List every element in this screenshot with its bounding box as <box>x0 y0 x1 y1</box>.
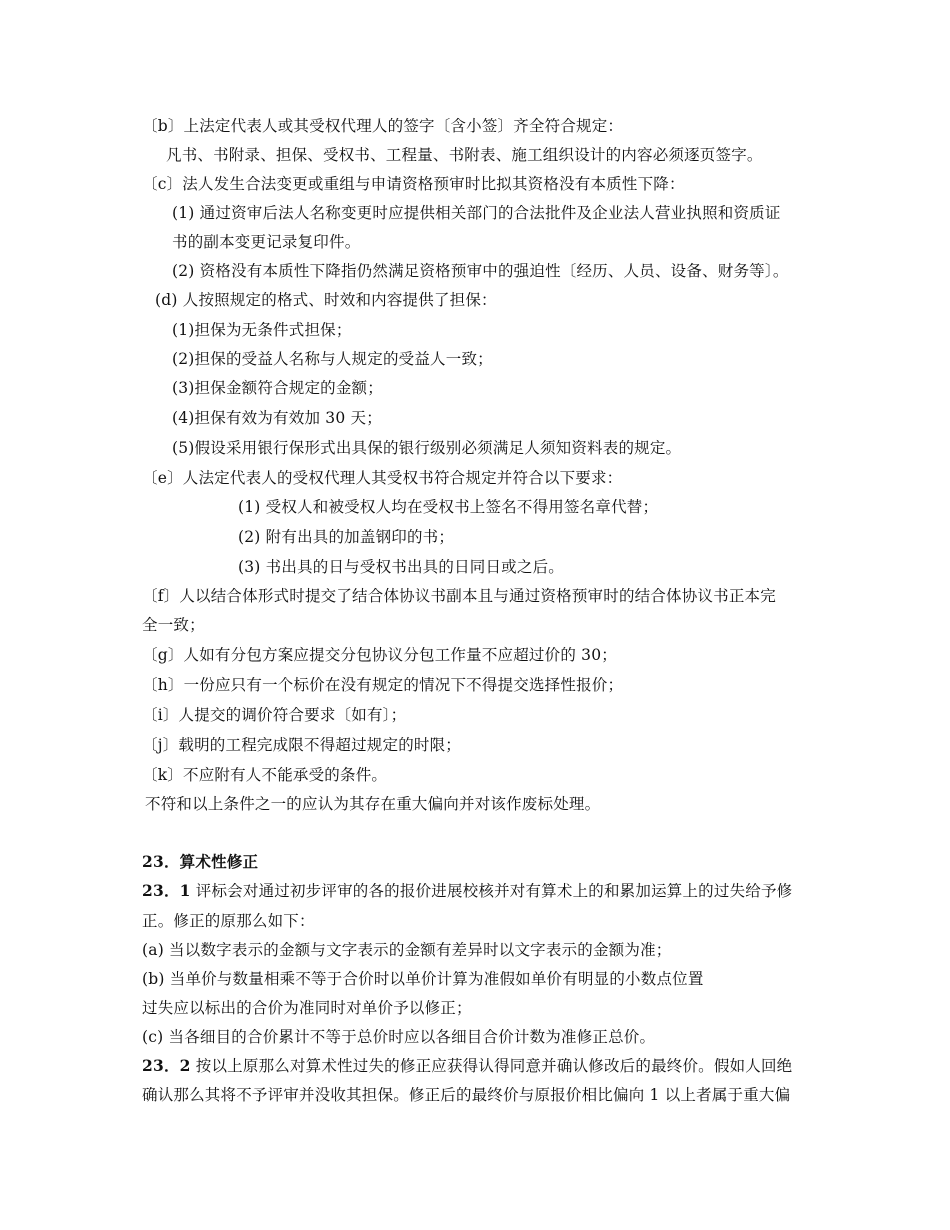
clause-e-item-2: (2) 附有出具的加盖钢印的书； <box>238 528 455 546</box>
clause-e-title: 〔e〕人法定代表人的受权代理人其受权书符合规定并符合以下要求： <box>142 469 623 487</box>
clause-j: 〔j〕载明的工程完成限不得超过规定的时限； <box>142 736 462 754</box>
clause-d-item-5: (5)假设采用银行保形式出具保的银行级别必须满足人须知资料表的规定。 <box>172 439 682 457</box>
clause-c-item-2: (2) 资格没有本质性下降指仍然满足资格预审中的强迫性〔经历、人员、设备、财务等〕。 <box>172 262 789 280</box>
para-23-1-number: 23．1 <box>142 881 191 900</box>
clause-k: 〔k〕不应附有人不能承受的条件。 <box>142 766 388 784</box>
clause-b-title: 〔b〕上法定代表人或其受权代理人的签字〔含小签〕齐全符合规定： <box>142 117 624 135</box>
para-23-2-number: 23．2 <box>142 1056 191 1075</box>
clause-d-item-4: (4)担保有效为有效加 30 天； <box>172 409 382 427</box>
clause-c-item-1: (1) 通过资审后法人名称变更时应提供相关部门的合法批件及企业法人营业执照和资质证 <box>172 204 781 222</box>
clause-f-line-2: 全一致； <box>142 616 205 634</box>
clause-d-item-2: (2)担保的受益人名称与人规定的受益人一致； <box>172 350 493 368</box>
clause-c-item-1-cont: 书的副本变更记录复印件。 <box>172 233 361 251</box>
para-23-2-line-2: 确认那么其将不予评审并没收其担保。修正后的最终价与原报价相比偏向 1 以上者属于重大偏 <box>142 1086 791 1104</box>
para-23-2-text: 按以上原那么对算术性过失的修正应获得认得同意并确认修改后的最终价。假如人回绝 <box>190 1057 793 1075</box>
rule-c: (c) 当各细目的合价累计不等于总价时应以各细目合价计数为准修正总价。 <box>142 1028 656 1046</box>
clause-d-item-1: (1)担保为无条件式担保； <box>172 321 352 339</box>
para-23-1-line-1 <box>142 879 792 901</box>
clause-i: 〔i〕人提交的调价符合要求〔如有〕； <box>142 706 407 724</box>
clause-e-item-3: (3) 书出具的日与受权书出具的日同日或之后。 <box>238 558 564 576</box>
clause-b-detail: 凡书、书附录、担保、受权书、工程量、书附表、施工组织设计的内容必须逐页签字。 <box>166 146 763 164</box>
clause-d-item-3: (3)担保金额符合规定的金额； <box>172 379 383 397</box>
para-23-2-line-1 <box>142 1054 792 1076</box>
clause-e-item-1: (1) 受权人和被受权人均在受权书上签名不得用签名章代替； <box>238 498 659 516</box>
section-23-heading: 23．算术性修正 <box>142 852 259 871</box>
conclusion: 不符和以上条件之一的应认为其存在重大偏向并对该作废标处理。 <box>145 795 601 813</box>
clause-h: 〔h〕一份应只有一个标价在没有规定的情况下不得提交选择性报价； <box>142 676 624 694</box>
clause-g: 〔g〕人如有分包方案应提交分包协议分包工作量不应超过价的 30； <box>142 646 617 664</box>
rule-b-line-2: 过失应以标出的合价为准同时对单价予以修正； <box>142 999 472 1017</box>
rule-b-line-1: (b) 当单价与数量相乘不等于合价时以单价计算为准假如单价有明显的小数点位置 <box>142 970 704 988</box>
para-23-1-text: 评标会对通过初步评审的各的报价进展校核并对有算术上的和累加运算上的过失给予修 <box>190 882 793 900</box>
rule-a: (a) 当以数字表示的金额与文字表示的金额有差异时以文字表示的金额为准； <box>142 941 672 959</box>
clause-c-title: 〔c〕法人发生合法变更或重组与申请资格预审时比拟其资格没有本质性下降： <box>142 175 685 193</box>
para-23-1-line-2: 正。修正的原那么如下： <box>142 912 315 930</box>
clause-d-title: (d) 人按照规定的格式、时效和内容提供了担保： <box>155 291 497 309</box>
clause-f-line-1: 〔f〕人以结合体形式时提交了结合体协议书副本且与通过资格预审时的结合体协议书正本完 <box>142 587 776 605</box>
